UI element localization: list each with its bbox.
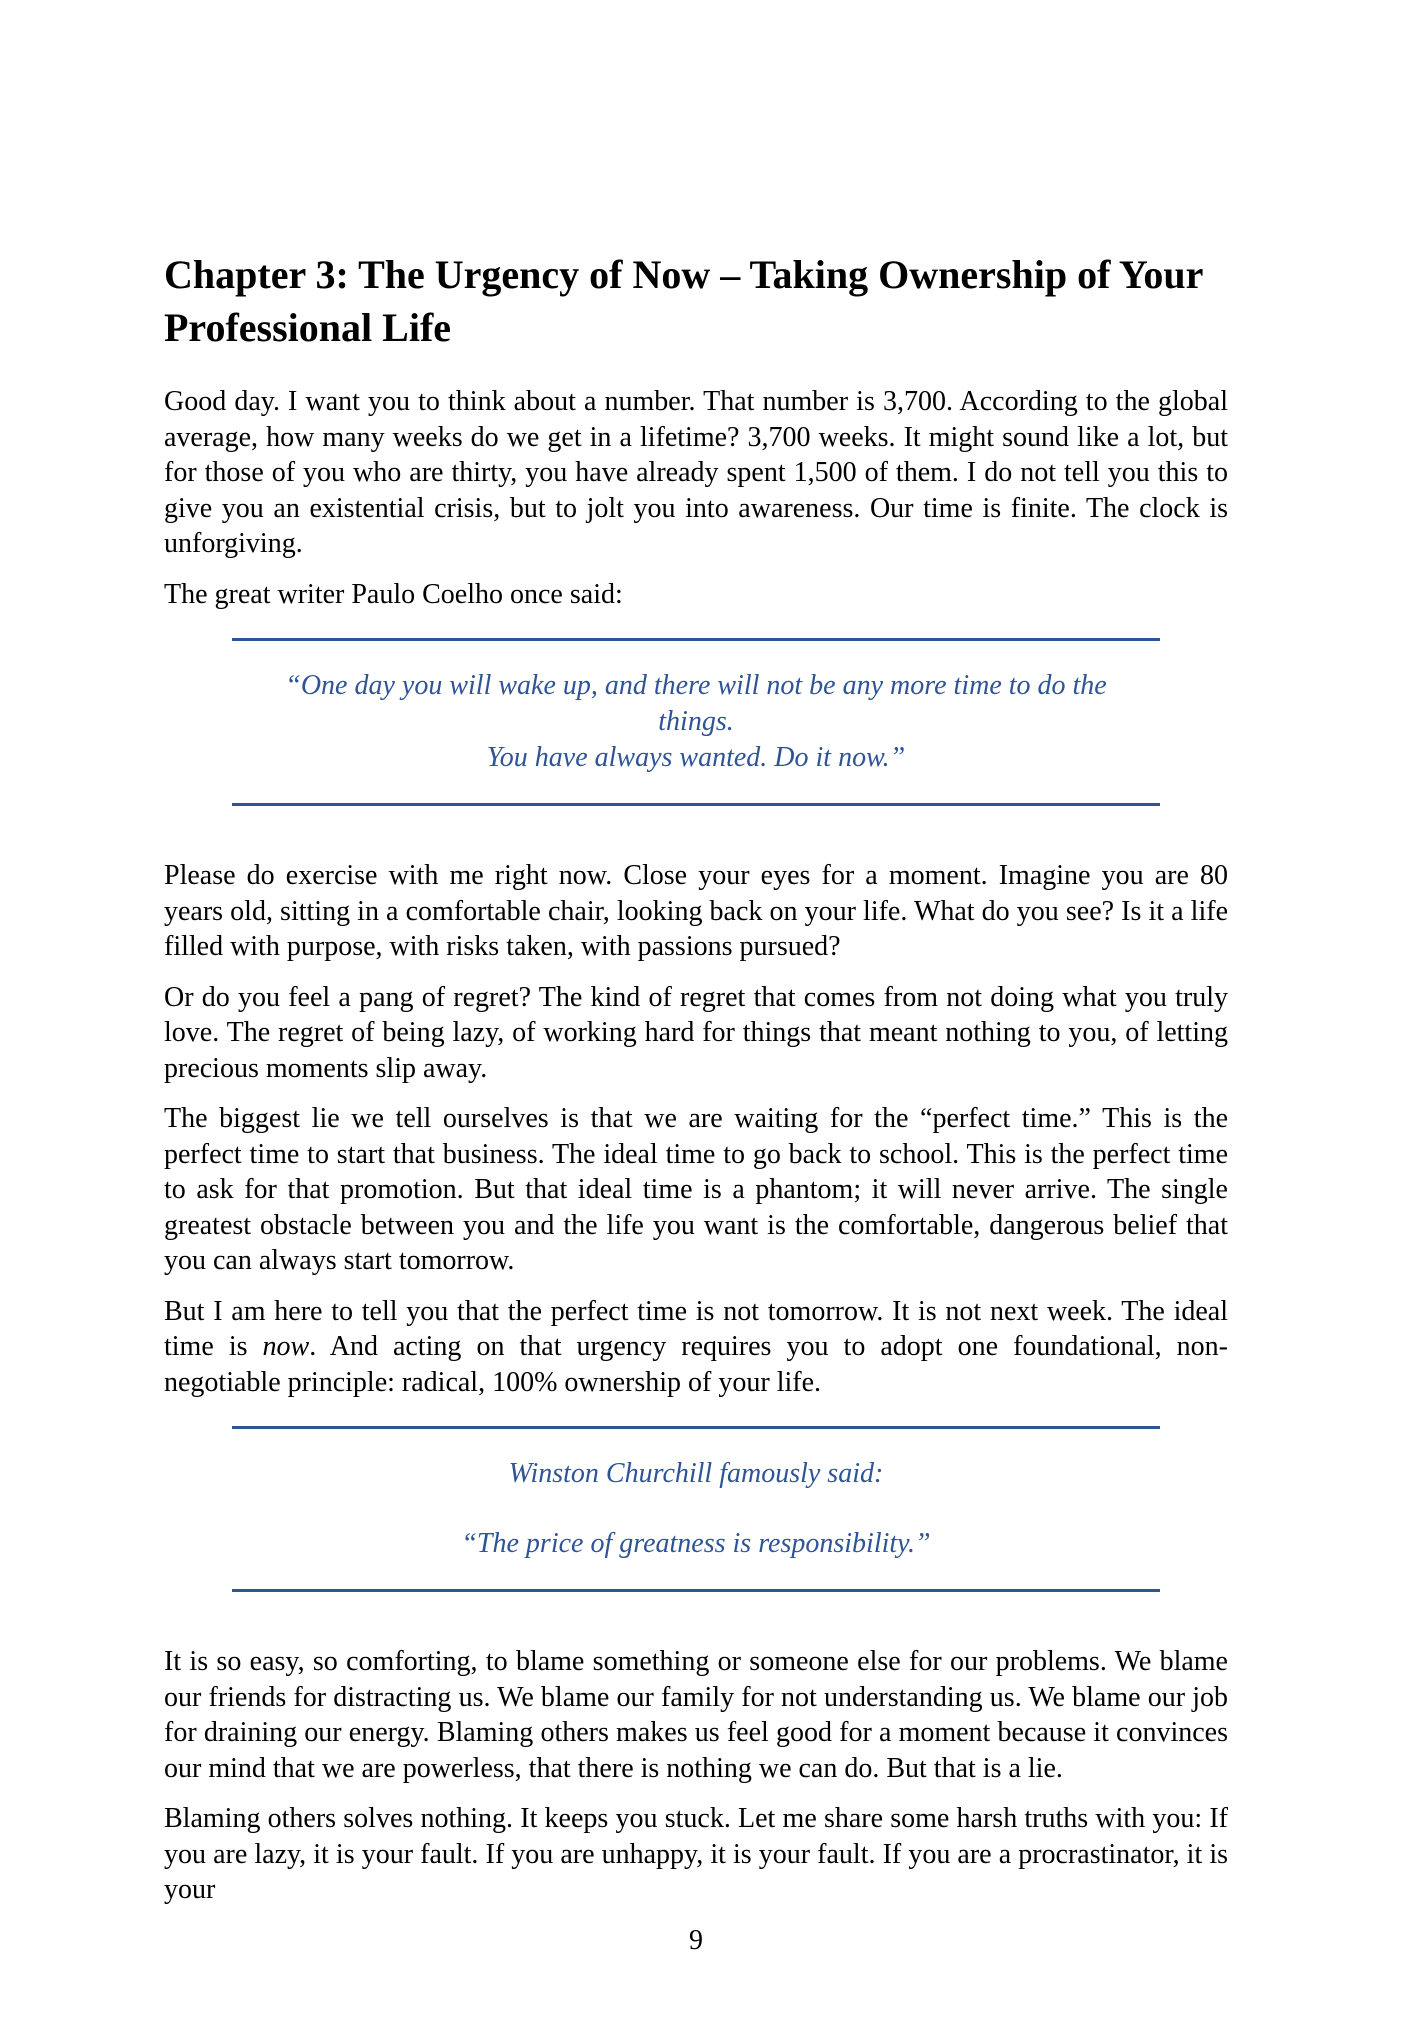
page-content — [164, 248, 1228, 1958]
blockquote-coelho-line-2: You have always wanted. Do it now.” — [486, 742, 906, 773]
paragraph-perfect-time — [164, 1294, 1228, 1401]
paragraph-intro: Good day. I want you to think about a number. That number is 3,700. According to the global average, how many weeks do we get in a lifetime? 3,700 weeks. It might sound like a lot, but for those of you who are thirty, you have already spent 1,500 of them. I do not tell you this to give you an existential crisis, but to jolt you into awareness. Our time is finite. The clock is unforgiving. — [164, 386, 1228, 559]
paragraph-perfect-time-emphasis: now — [262, 1331, 310, 1362]
paragraph-harsh-truths: Blaming others solves nothing. It keeps you stuck. Let me share some harsh truths with you: If you are lazy, it is your fault. If you are unhappy, it is your fault. If you are a procrastinator, it is your — [164, 1803, 1228, 1905]
blockquote-churchill-lead: Winston Churchill famously said: — [508, 1458, 884, 1489]
blockquote-coelho-line-1: “One day you will wake up, and there will not be any more time to do the things. — [285, 670, 1107, 737]
blockquote-coelho — [232, 638, 1160, 806]
paragraph-coelho-lead: The great writer Paulo Coelho once said: — [164, 578, 623, 610]
blockquote-churchill-spacer — [246, 1492, 1146, 1526]
chapter-title-line-1: Chapter 3: The Urgency of Now – Taking Ownership of Your — [164, 252, 1204, 297]
chapter-title — [164, 248, 1228, 354]
page-number: 9 — [689, 1924, 703, 1956]
paragraph-blame: It is so easy, so comforting, to blame something or someone else for our problems. We blame our friends for distracting us. We blame our family for not understanding us. We blame our job for draining our energy. Blaming others makes us feel good for a moment because it convinces our mind that we are powerless, that there is nothing we can do. But that is a lie. — [164, 1646, 1228, 1784]
blockquote-churchill — [232, 1426, 1160, 1592]
paragraph-biggest-lie: The biggest lie we tell ourselves is that we are waiting for the “perfect time.” This is the perfect time to start that business. The ideal time to go back to school. This is the perfect time to ask for that promotion. But that ideal time is a phantom; it will never arrive. The single greatest obstacle between you and the life you want is the comfortable, dangerous belief that you can always start tomorrow. — [164, 1103, 1228, 1276]
paragraph-perfect-time-after: . And acting on that urgency requires you to adopt one foundational, non-negotiable principle: radical, 100% ownership of your life. — [164, 1331, 1228, 1398]
blockquote-churchill-text: “The price of greatness is responsibility.” — [461, 1528, 931, 1559]
paragraph-perfect-time-before: But I am here to tell you that the perfect time is not tomorrow. It is not next week. The ideal time is — [164, 1295, 1228, 1362]
paragraph-exercise: Please do exercise with me right now. Close your eyes for a moment. Imagine you are 80 years old, sitting in a comfortable chair, looking back on your life. What do you see? Is it a life filled with purpose, with risks taken, with passions pursued? — [164, 860, 1228, 962]
chapter-title-line-2: Professional Life — [164, 305, 452, 350]
paragraph-regret: Or do you feel a pang of regret? The kind of regret that comes from not doing what you truly love. The regret of being lazy, of working hard for things that meant nothing to you, of letting precious moments slip away. — [164, 981, 1228, 1084]
